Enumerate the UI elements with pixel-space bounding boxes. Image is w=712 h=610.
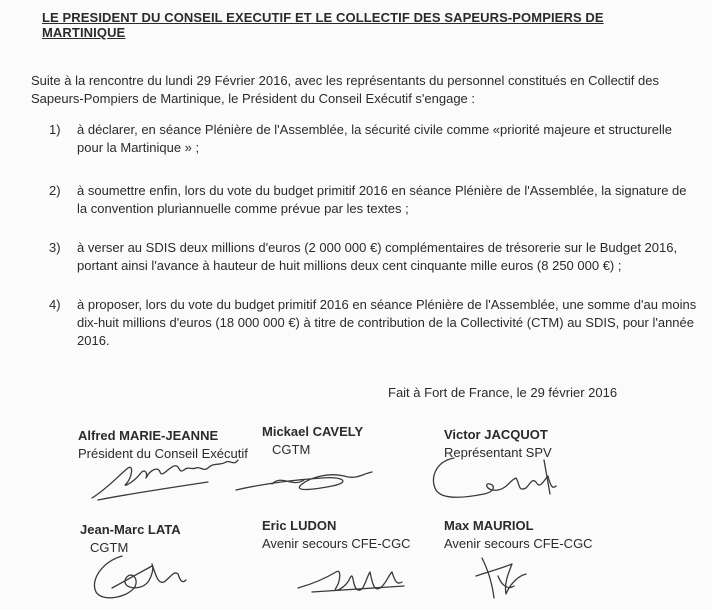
signatory-name: Victor JACQUOT [444, 427, 548, 442]
signatory-role: Président du Conseil Exécutif [78, 446, 248, 461]
signature-lata [82, 548, 192, 606]
signatory-role: Avenir secours CFE-CGC [262, 536, 411, 551]
signatory-name: Max MAURIOL [444, 518, 534, 533]
item-text: à déclarer, en séance Plénière de l'Assemblée, la sécurité civile comme «priorité majeure et structurelle pour la Martinique » ; [77, 122, 672, 155]
signatory-block [262, 424, 363, 457]
signatory-role: CGTM [90, 540, 129, 555]
item-number: 4) [49, 297, 61, 312]
signature-ludon [292, 548, 412, 606]
signatory-role: Avenir secours CFE-CGC [444, 536, 593, 551]
item-text: à verser au SDIS deux millions d'euros (2 000 000 €) complémentaires de trésorerie sur le Budget 2016, portant ainsi l'avance à hauteur de huit millions deux cent cinquante mille euros (8 250 000 €) ; [77, 240, 678, 273]
item-text: à soumettre enfin, lors du vote du budget primitif 2016 en séance Plénière de l'Assemblée, la signature de la convention pluriannuelle comme prévue par les textes ; [77, 183, 687, 216]
intro-paragraph: Suite à la rencontre du lundi 29 Février 2016, avec les représentants du personnel constitués en Collectif des Sapeurs-Pompiers de Martinique, le Président du Conseil Exécutif s'engage : [31, 73, 659, 106]
signatory-role: CGTM [272, 442, 311, 457]
item-number: 1) [49, 122, 61, 137]
signatory-name: Alfred MARIE-JEANNE [78, 428, 219, 443]
signature-marie-jeanne [88, 448, 248, 508]
signatory-role: Représentant SPV [444, 445, 552, 460]
signatory-block [262, 518, 411, 551]
item-text: à proposer, lors du vote du budget primitif 2016 en séance Plénière de l'Assemblée, une somme d'au moins dix-huit millions d'euros (18 000 000 €) à titre de contribution de la Collectivité (CTM) au SDIS, pour l'année 2016. [77, 297, 697, 348]
place-and-date: Fait à Fort de France, le 29 février 2016 [388, 385, 618, 400]
item-number: 2) [49, 183, 61, 198]
document-title: LE PRESIDENT DU CONSEIL EXECUTIF ET LE COLLECTIF DES SAPEURS-POMPIERS DE MARTINIQUE [42, 10, 604, 40]
item-number: 3) [49, 240, 61, 255]
signature-cavely [232, 454, 382, 504]
signatory-name: Jean-Marc LATA [80, 522, 181, 537]
signatory-name: Mickael CAVELY [262, 424, 364, 439]
signature-jacquot [424, 450, 574, 510]
signatory-name: Eric LUDON [262, 518, 337, 533]
signature-mauriol [468, 546, 538, 606]
